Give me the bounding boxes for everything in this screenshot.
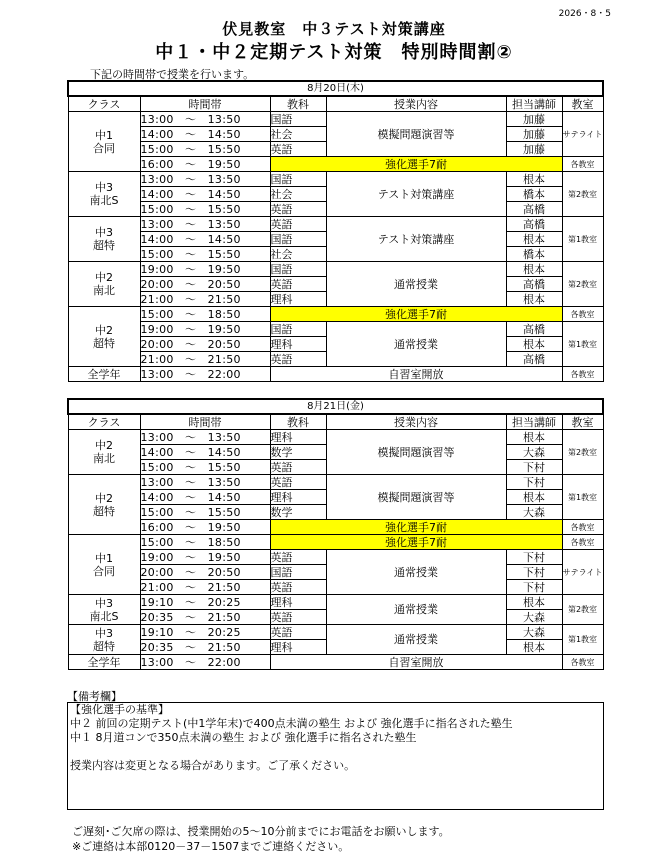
time-slot: 15:00 ～ 15:50	[140, 505, 270, 520]
time-slot: 14:00 ～ 14:50	[140, 232, 270, 247]
lesson-content: 通常授業	[326, 322, 506, 367]
lesson-content: テスト対策講座	[326, 172, 506, 217]
room-name: 各教室	[562, 535, 603, 550]
teacher: 高橋	[506, 202, 562, 217]
subject: 理科	[270, 640, 326, 655]
subject: 社会	[270, 247, 326, 262]
time-slot: 14:00 ～ 14:50	[140, 490, 270, 505]
time-slot: 15:00 ～ 18:50	[140, 307, 270, 322]
special-session-label: 強化選手7耐	[270, 157, 562, 172]
teacher: 橋本	[506, 247, 562, 262]
lesson-content: テスト対策講座	[326, 217, 506, 262]
subject: 英語	[270, 142, 326, 157]
subject: 英語	[270, 580, 326, 595]
remarks-line: 【強化選手の基準】	[70, 703, 169, 716]
time-slot: 20:00 ～ 20:50	[140, 337, 270, 352]
date-header: 8月20日(木)	[68, 81, 603, 96]
lesson-content: 自習室開放	[270, 655, 562, 670]
class-name: 中1 合同	[68, 112, 140, 172]
room-name: 第2教室	[562, 430, 603, 475]
lesson-content: 模擬問題演習等	[326, 112, 506, 157]
teacher: 根本	[506, 232, 562, 247]
header-time: 時間帯	[140, 414, 270, 430]
header-subject: 教科	[270, 96, 326, 112]
subject: 国語	[270, 262, 326, 277]
subject: 英語	[270, 217, 326, 232]
schedule-table-day1	[67, 80, 604, 382]
class-name: 中3 超特	[68, 625, 140, 655]
time-slot: 16:00 ～ 19:50	[140, 157, 270, 172]
time-slot: 13:00 ～ 13:50	[140, 430, 270, 445]
time-slot: 14:00 ～ 14:50	[140, 445, 270, 460]
room-name: 各教室	[562, 307, 603, 322]
teacher: 高橋	[506, 217, 562, 232]
special-session-label: 強化選手7耐	[270, 520, 562, 535]
time-slot: 15:00 ～ 15:50	[140, 202, 270, 217]
header-teacher: 担当講師	[506, 414, 562, 430]
subject: 社会	[270, 187, 326, 202]
lesson-content: 模擬問題演習等	[326, 430, 506, 475]
subject: 英語	[270, 352, 326, 367]
title-line2: 中１・中２定期テスト対策 特別時間割②	[155, 42, 513, 63]
room-name: 第1教室	[562, 625, 603, 655]
time-slot: 19:10 ～ 20:25	[140, 595, 270, 610]
remarks-line: 中２ 前回の定期テスト(中1学年末)で400点未満の塾生 および 強化選手に指名された塾生	[70, 717, 513, 730]
time-slot: 15:00 ～ 15:50	[140, 142, 270, 157]
teacher: 根本	[506, 640, 562, 655]
time-slot: 19:00 ～ 19:50	[140, 262, 270, 277]
class-name: 全学年	[68, 367, 140, 382]
room-name: 第1教室	[562, 217, 603, 262]
footer-note-1: ご遅刻･ご欠席の際は、授業開始の5～10分前までにお電話をお願いします。	[72, 825, 450, 838]
class-name: 中2 南北	[68, 430, 140, 475]
teacher: 下村	[506, 580, 562, 595]
time-slot: 19:00 ～ 19:50	[140, 550, 270, 565]
teacher: 橋本	[506, 187, 562, 202]
special-session-label: 強化選手7耐	[270, 535, 562, 550]
subject: 国語	[270, 322, 326, 337]
subject: 英語	[270, 550, 326, 565]
time-slot: 13:00 ～ 13:50	[140, 217, 270, 232]
teacher: 大森	[506, 610, 562, 625]
subject: 理科	[270, 337, 326, 352]
subject: 数学	[270, 505, 326, 520]
time-slot: 14:00 ～ 14:50	[140, 127, 270, 142]
schedule-note: 下記の時間帯で授業を行います。	[90, 68, 255, 81]
time-slot: 13:00 ～ 13:50	[140, 172, 270, 187]
room-name: 各教室	[562, 655, 603, 670]
room-name: サテライト	[562, 550, 603, 595]
special-session-label: 強化選手7耐	[270, 307, 562, 322]
class-name: 中2 超特	[68, 307, 140, 367]
subject: 英語	[270, 277, 326, 292]
teacher: 根本	[506, 262, 562, 277]
time-slot: 19:00 ～ 19:50	[140, 322, 270, 337]
time-slot: 13:00 ～ 13:50	[140, 112, 270, 127]
lesson-content: 模擬問題演習等	[326, 475, 506, 520]
teacher: 高橋	[506, 322, 562, 337]
teacher: 下村	[506, 565, 562, 580]
class-name: 中3 南北S	[68, 595, 140, 625]
subject: 国語	[270, 112, 326, 127]
header-class: クラス	[68, 96, 140, 112]
teacher: 大森	[506, 625, 562, 640]
header-content: 授業内容	[326, 414, 506, 430]
time-slot: 21:00 ～ 21:50	[140, 352, 270, 367]
class-name: 中1 合同	[68, 535, 140, 595]
room-name: 各教室	[562, 157, 603, 172]
subject: 国語	[270, 565, 326, 580]
teacher: 高橋	[506, 277, 562, 292]
time-slot: 20:35 ～ 21:50	[140, 610, 270, 625]
subject: 社会	[270, 127, 326, 142]
subject: 数学	[270, 445, 326, 460]
header-content: 授業内容	[326, 96, 506, 112]
remarks-line: 授業内容は変更となる場合があります。ご了承ください。	[70, 759, 356, 772]
teacher: 高橋	[506, 352, 562, 367]
teacher: 根本	[506, 172, 562, 187]
room-name: 各教室	[562, 367, 603, 382]
subject: 国語	[270, 232, 326, 247]
class-name: 中2 南北	[68, 262, 140, 307]
room-name: 第1教室	[562, 322, 603, 367]
lesson-content: 通常授業	[326, 550, 506, 595]
header-subject: 教科	[270, 414, 326, 430]
remarks-line	[70, 745, 601, 759]
teacher: 根本	[506, 430, 562, 445]
lesson-content: 通常授業	[326, 625, 506, 655]
time-slot: 19:10 ～ 20:25	[140, 625, 270, 640]
teacher: 大森	[506, 445, 562, 460]
remarks-label: 【備考欄】	[67, 690, 122, 703]
class-name: 中3 南北S	[68, 172, 140, 217]
teacher: 根本	[506, 292, 562, 307]
time-slot: 14:00 ～ 14:50	[140, 187, 270, 202]
room-name: 第1教室	[562, 475, 603, 520]
footer-note-2: ※ご連絡は本部0120－37－1507までご連絡ください。	[72, 840, 350, 853]
room-name: 第2教室	[562, 595, 603, 625]
time-slot: 16:00 ～ 19:50	[140, 520, 270, 535]
teacher: 根本	[506, 337, 562, 352]
date-stamp: 2026・8・5	[558, 9, 611, 19]
subject: 理科	[270, 430, 326, 445]
subject: 英語	[270, 202, 326, 217]
teacher: 大森	[506, 505, 562, 520]
title-line1: 伏見教室 中３テスト対策講座	[222, 20, 446, 38]
time-slot: 13:00 ～ 13:50	[140, 475, 270, 490]
time-slot: 20:00 ～ 20:50	[140, 277, 270, 292]
room-name: サテライト	[562, 112, 603, 157]
time-slot: 20:35 ～ 21:50	[140, 640, 270, 655]
header-teacher: 担当講師	[506, 96, 562, 112]
time-slot: 15:00 ～ 15:50	[140, 247, 270, 262]
subject: 理科	[270, 595, 326, 610]
header-time: 時間帯	[140, 96, 270, 112]
class-name: 中2 超特	[68, 475, 140, 535]
teacher: 加藤	[506, 127, 562, 142]
header-room: 教室	[562, 414, 603, 430]
room-name: 第2教室	[562, 262, 603, 307]
subject: 理科	[270, 292, 326, 307]
subject: 英語	[270, 625, 326, 640]
lesson-content: 通常授業	[326, 262, 506, 307]
class-name: 中3 超特	[68, 217, 140, 262]
teacher: 下村	[506, 460, 562, 475]
remarks-line: 中１ 8月道コンで350点未満の塾生 および 強化選手に指名された塾生	[70, 731, 417, 744]
subject: 英語	[270, 475, 326, 490]
time-slot: 21:00 ～ 21:50	[140, 292, 270, 307]
time-slot: 13:00 ～ 22:00	[140, 367, 270, 382]
class-name: 全学年	[68, 655, 140, 670]
teacher: 根本	[506, 490, 562, 505]
room-name: 第2教室	[562, 172, 603, 217]
header-class: クラス	[68, 414, 140, 430]
time-slot: 13:00 ～ 22:00	[140, 655, 270, 670]
time-slot: 15:00 ～ 18:50	[140, 535, 270, 550]
time-slot: 20:00 ～ 20:50	[140, 565, 270, 580]
subject: 国語	[270, 172, 326, 187]
teacher: 根本	[506, 595, 562, 610]
date-header: 8月21日(金)	[68, 399, 603, 414]
remarks-box	[67, 702, 604, 810]
room-name: 各教室	[562, 520, 603, 535]
subject: 英語	[270, 610, 326, 625]
subject: 英語	[270, 460, 326, 475]
teacher: 加藤	[506, 142, 562, 157]
time-slot: 21:00 ～ 21:50	[140, 580, 270, 595]
teacher: 下村	[506, 550, 562, 565]
time-slot: 15:00 ～ 15:50	[140, 460, 270, 475]
teacher: 加藤	[506, 112, 562, 127]
lesson-content: 自習室開放	[270, 367, 562, 382]
lesson-content: 通常授業	[326, 595, 506, 625]
subject: 理科	[270, 490, 326, 505]
schedule-table-day2	[67, 398, 604, 670]
header-room: 教室	[562, 96, 603, 112]
teacher: 下村	[506, 475, 562, 490]
